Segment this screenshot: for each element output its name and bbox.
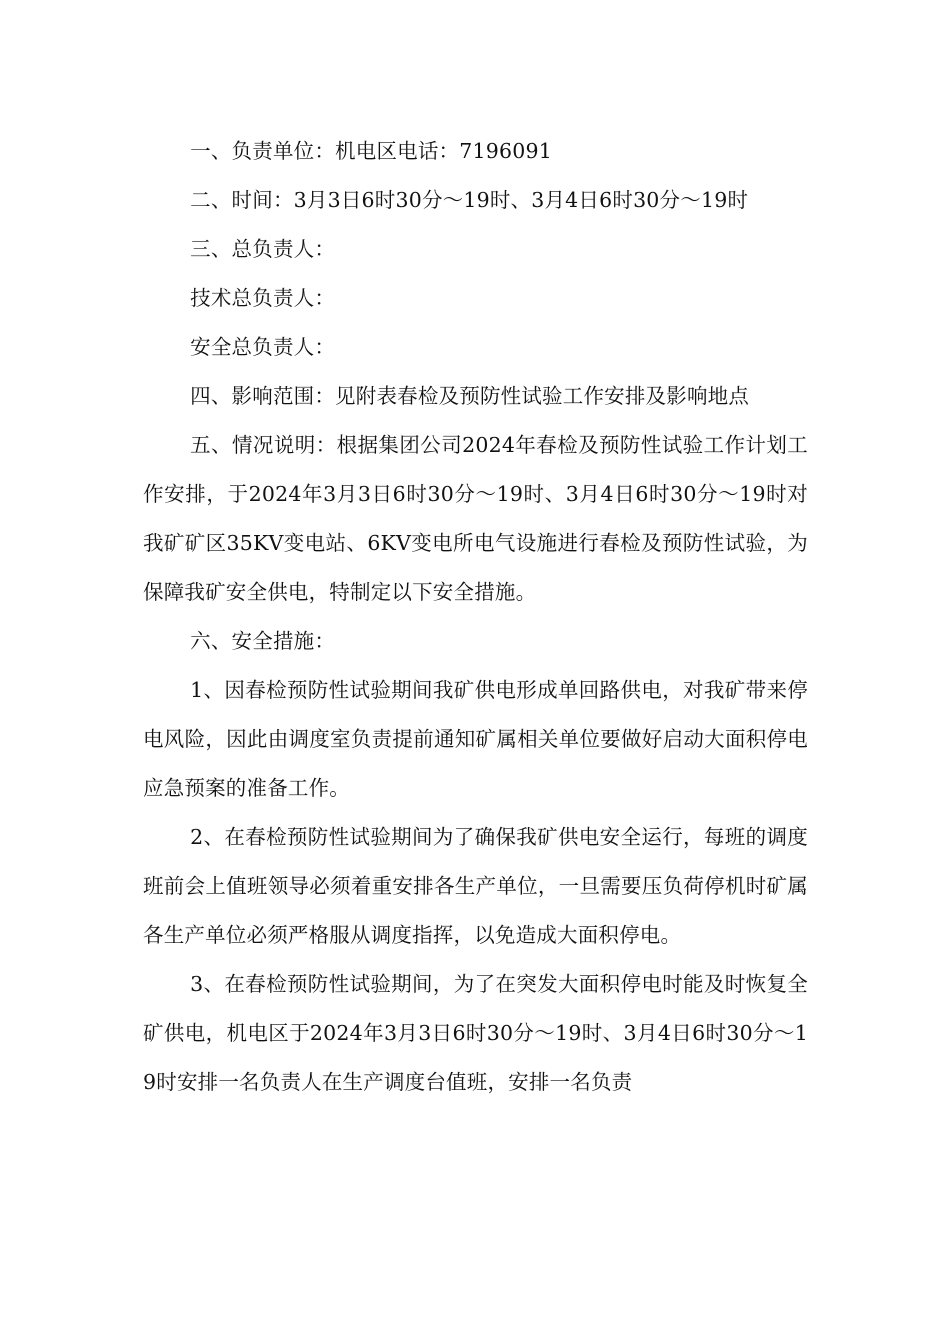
document-body	[143, 127, 808, 1107]
paragraph-safety-measures-heading: 六、安全措施：	[190, 629, 336, 653]
paragraph-time: 二、时间：3月3日6时30分～19时、3月4日6时30分～19时	[190, 188, 749, 212]
paragraph-situation: 五、情况说明：根据集团公司2024年春检及预防性试验工作计划工作安排，于2024年3月3日6时30分～19时、3月4日6时30分～19时对我矿矿区35KV变电站、6KV变电所电气设施进行春检及预防性试验，为保障我矿安全供电，特制定以下安全措施。	[143, 433, 808, 604]
paragraph-chief-responsible: 三、总负责人：	[190, 237, 336, 261]
paragraph-safety-chief: 安全总负责人：	[190, 335, 336, 359]
paragraph-measure-1: 1、因春检预防性试验期间我矿供电形成单回路供电，对我矿带来停电风险，因此由调度室负责提前通知矿属相关单位要做好启动大面积停电应急预案的准备工作。	[143, 678, 808, 800]
paragraph-technical-chief: 技术总负责人：	[190, 286, 336, 310]
paragraph-measure-3: 3、在春检预防性试验期间，为了在突发大面积停电时能及时恢复全矿供电，机电区于2024年3月3日6时30分～19时、3月4日6时30分～19时安排一名负责人在生产调度台值班，安排一名负责	[143, 972, 808, 1094]
paragraph-responsible-unit: 一、负责单位：机电区电话：7196091	[190, 139, 552, 163]
paragraph-scope: 四、影响范围：见附表春检及预防性试验工作安排及影响地点	[190, 384, 750, 408]
paragraph-measure-2: 2、在春检预防性试验期间为了确保我矿供电安全运行，每班的调度班前会上值班领导必须着重安排各生产单位，一旦需要压负荷停机时矿属各生产单位必须严格服从调度指挥，以免造成大面积停电。	[143, 825, 808, 947]
